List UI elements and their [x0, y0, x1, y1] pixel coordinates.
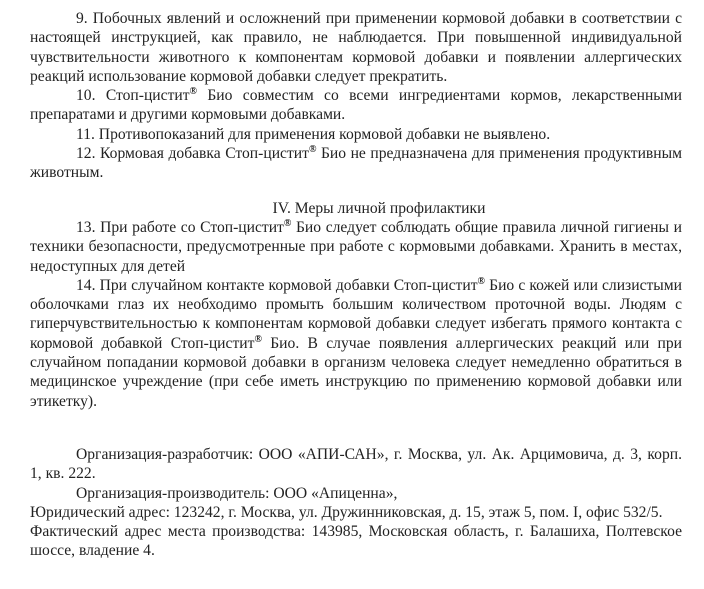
legal-address: Юридический адрес: 123242, г. Москва, ул. Дружинниковская, д. 15, этаж 5, пом. I, офис 532/5. [30, 503, 663, 521]
paragraph-13-start: 13. При работе со Стоп-цистит [76, 218, 284, 236]
paragraph-13-end: Био следует соблюдать общие правила личной гигиены и техники безопасности, предусмотренные при работе с кормовыми добавками. Хранить в местах, недоступных для детей [30, 218, 682, 275]
paragraph-10-end: Био совместим со всеми ингредиентами кормов, лекарственными препаратами и другими кормовыми добавками. [30, 87, 682, 124]
paragraph-14-start: 14. При случайном контакте кормовой добавки Стоп-цистит [76, 276, 478, 294]
registered-mark: ® [254, 333, 262, 345]
registered-mark: ® [283, 217, 292, 229]
registered-mark: ® [189, 86, 198, 98]
paragraph-13 [30, 218, 682, 276]
spacer [30, 183, 682, 199]
paragraph-14-end: Био. В случае появления аллергических реакций или при случайном попадании кормовой добавки в организм человека следует немедленно обратиться в медицинское учреждение (при себе иметь инструкцию по применению кормовой добавки или этикетку). [30, 334, 683, 410]
actual-address: Фактический адрес места производства: 143985, Московская область, г. Балашиха, Полтевское шоссе, владение 4. [30, 523, 682, 560]
section-heading: IV. Меры личной профилактики [272, 199, 486, 217]
document-page [30, 9, 682, 561]
paragraph-12 [30, 144, 682, 183]
spacer [30, 411, 682, 445]
paragraph-11: 11. Противопоказаний для применения кормовой добавки не выявлено. [76, 125, 551, 143]
registered-mark: ® [477, 275, 486, 287]
paragraph-10 [30, 86, 682, 125]
paragraph-12-end: Био не предназначена для применения продуктивным животным. [30, 145, 682, 182]
developer-info: Организация-разработчик: ООО «АПИ-САН», г. Москва, ул. Ак. Арцимовича, д. 3, корп. 1, кв. 222. [30, 445, 682, 483]
paragraph-14-middle: Био с кожей или слизистыми оболочками глаз их необходимо промыть большим количеством проточной воды. Людям с гиперчувствительностью к компонентам кормовой добавки следует избегать прямого контакта с кормовой добавкой Стоп-цистит [30, 276, 682, 352]
paragraph-14 [30, 276, 682, 411]
paragraph-9: 9. Побочных явлений и осложнений при применении кормовой добавки в соответствии с настоящей инструкцией, как правило, не наблюдается. При повышенной индивидуальной чувствительности животного к компонентам кормовой добавки и появлении аллергических реакций использование кормовой добавки следует прекратить. [30, 10, 682, 85]
registered-mark: ® [308, 144, 317, 156]
paragraph-10-start: 10. Стоп-цистит [76, 87, 190, 105]
manufacturer-info: Организация-производитель: ООО «Апиценна», [76, 484, 398, 502]
paragraph-12-start: 12. Кормовая добавка Стоп-цистит [76, 145, 309, 163]
